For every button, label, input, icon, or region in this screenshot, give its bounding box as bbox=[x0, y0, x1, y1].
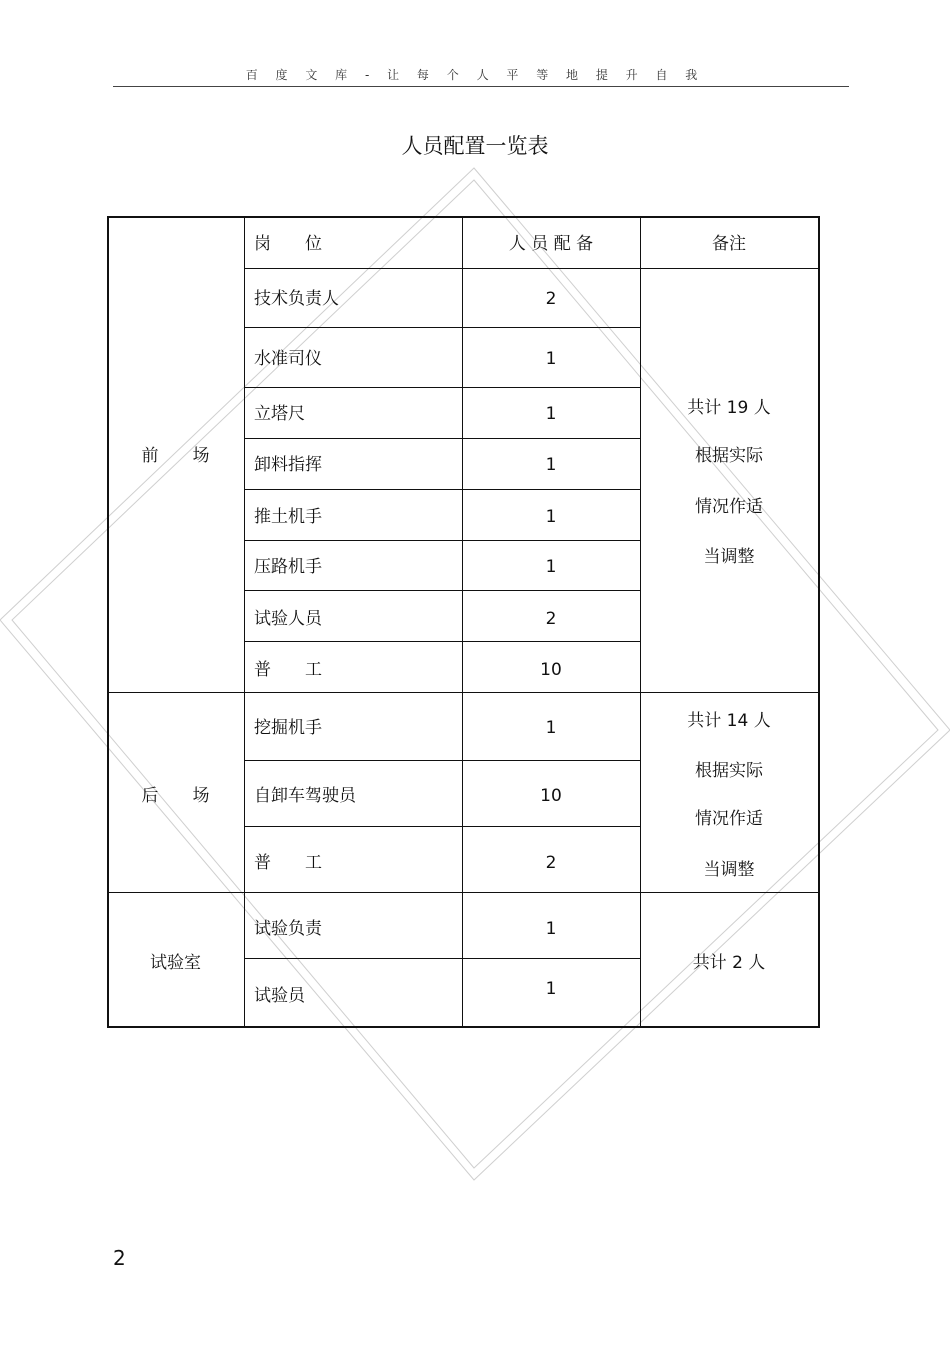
note-line: 根据实际 bbox=[695, 761, 763, 781]
post-cell: 试验人员 bbox=[254, 609, 322, 629]
post-cell: 普 工 bbox=[254, 660, 322, 680]
note-line: 根据实际 bbox=[695, 446, 763, 466]
post-cell: 挖掘机手 bbox=[254, 718, 322, 738]
note-line: 共计 19 人 bbox=[687, 398, 771, 418]
group-name-lab: 试验室 bbox=[150, 953, 201, 973]
count-cell: 1 bbox=[545, 557, 557, 577]
row-divider bbox=[244, 958, 640, 959]
row-divider bbox=[244, 489, 640, 490]
row-divider bbox=[244, 327, 640, 328]
count-cell: 1 bbox=[545, 404, 557, 424]
group-divider bbox=[107, 892, 818, 893]
col-divider bbox=[244, 216, 245, 1026]
column-header-count: 人 员 配 备 bbox=[508, 234, 594, 254]
post-cell: 水准司仪 bbox=[254, 349, 322, 369]
col-divider bbox=[640, 216, 641, 1026]
row-divider bbox=[244, 438, 640, 439]
post-cell: 技术负责人 bbox=[254, 289, 339, 309]
group-divider bbox=[107, 692, 818, 693]
note-line: 共计 2 人 bbox=[692, 953, 766, 973]
row-divider bbox=[244, 387, 640, 388]
note-line: 当调整 bbox=[703, 547, 755, 567]
post-cell: 压路机手 bbox=[254, 557, 322, 577]
count-cell: 1 bbox=[545, 507, 557, 527]
row-divider bbox=[244, 268, 818, 269]
post-cell: 试验员 bbox=[254, 986, 305, 1006]
count-cell: 2 bbox=[545, 289, 557, 309]
note-line: 情况作适 bbox=[695, 497, 763, 517]
count-cell: 2 bbox=[545, 609, 557, 629]
post-cell: 推土机手 bbox=[254, 507, 322, 527]
page-header: 百 度 文 库 - 让 每 个 人 平 等 地 提 升 自 我 bbox=[245, 68, 705, 82]
count-cell: 1 bbox=[545, 455, 557, 475]
column-header-post: 岗 位 bbox=[254, 234, 322, 254]
count-cell: 10 bbox=[540, 660, 562, 680]
post-cell: 试验负责 bbox=[254, 919, 322, 939]
row-divider bbox=[244, 760, 640, 761]
note-line: 情况作适 bbox=[695, 809, 763, 829]
note-line: 共计 14 人 bbox=[687, 711, 771, 731]
group-name-back: 后 场 bbox=[141, 786, 210, 806]
post-cell: 自卸车驾驶员 bbox=[254, 786, 356, 806]
row-divider bbox=[244, 826, 640, 827]
count-cell: 1 bbox=[545, 718, 557, 738]
count-cell: 10 bbox=[540, 786, 562, 806]
count-cell: 1 bbox=[545, 979, 557, 999]
post-cell: 立塔尺 bbox=[254, 404, 305, 424]
page-number: 2 bbox=[113, 1246, 126, 1270]
page-title: 人员配置一览表 bbox=[401, 134, 549, 158]
row-divider bbox=[244, 540, 640, 541]
post-cell: 普 工 bbox=[254, 853, 322, 873]
count-cell: 1 bbox=[545, 919, 557, 939]
count-cell: 2 bbox=[545, 853, 557, 873]
note-line: 当调整 bbox=[703, 860, 755, 880]
row-divider bbox=[244, 641, 640, 642]
group-name-front: 前 场 bbox=[141, 446, 210, 466]
row-divider bbox=[244, 590, 640, 591]
post-cell: 卸料指挥 bbox=[254, 455, 322, 475]
count-cell: 1 bbox=[545, 349, 557, 369]
column-header-note: 备注 bbox=[712, 234, 746, 254]
